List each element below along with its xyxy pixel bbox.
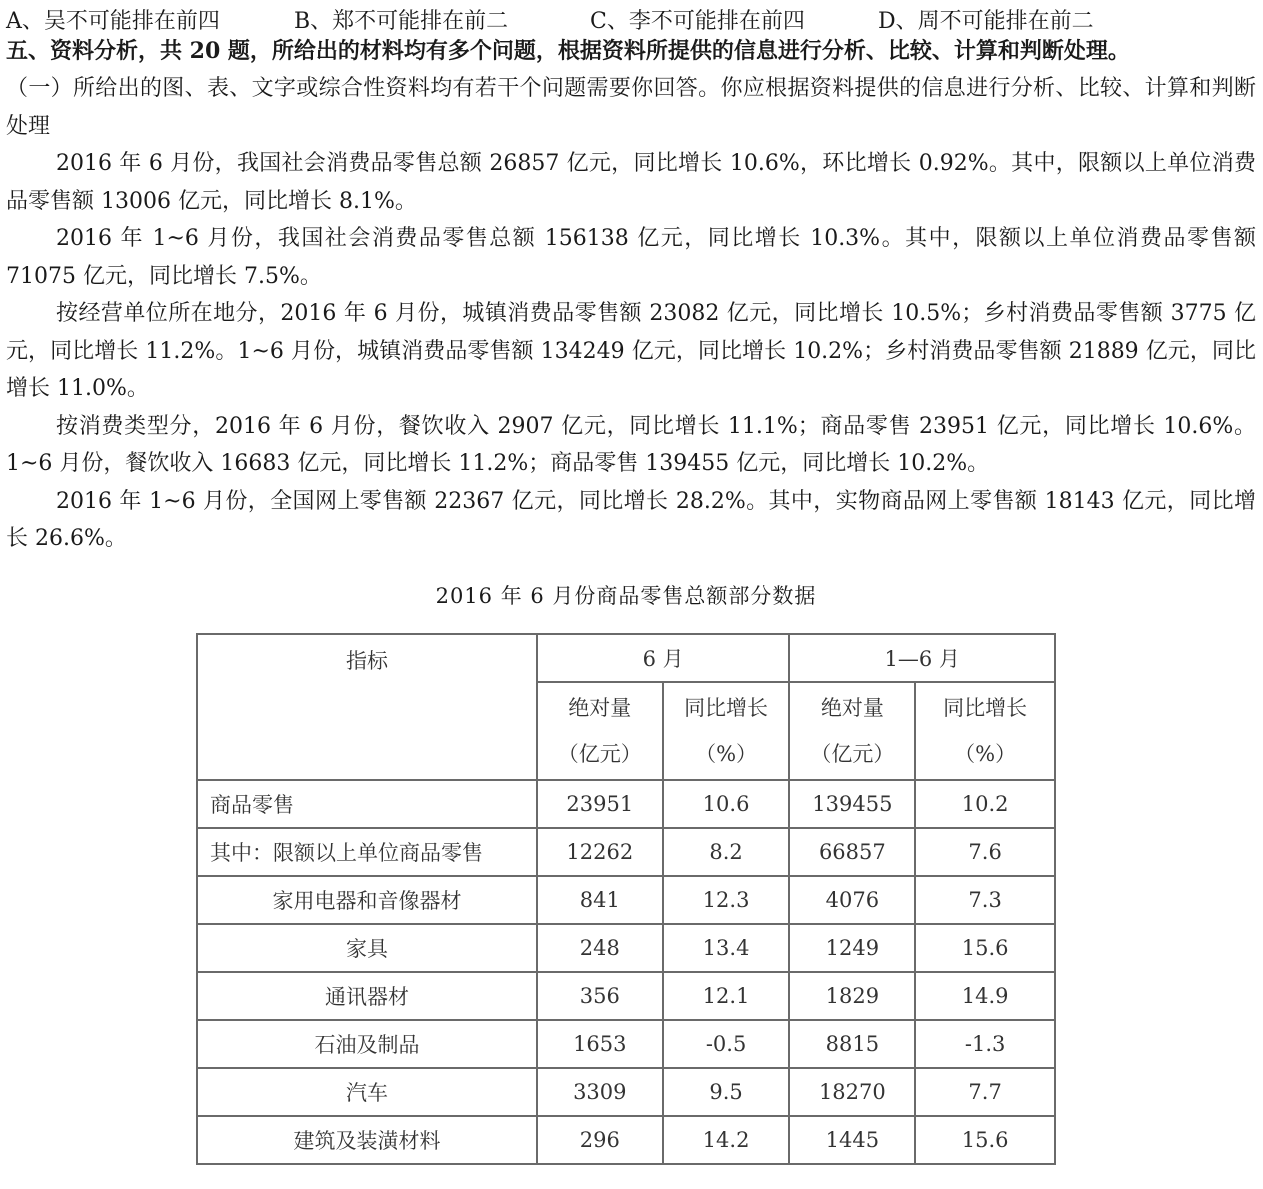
option-a: A、吴不可能排在前四 bbox=[6, 8, 220, 34]
june-yoy-cell: 12.3 bbox=[663, 876, 790, 924]
paragraph-1: 2016 年 6 月份，我国社会消费品零售总额 26857 亿元，同比增长 10.6%，环比增长 0.92%。其中，限额以上单位消费品零售额 13006 亿元，同比增长 8.1%。 bbox=[6, 151, 1256, 214]
june-absolute-cell: 248 bbox=[537, 924, 663, 972]
jan-jun-absolute-cell: 139455 bbox=[789, 780, 915, 828]
jan-jun-yoy-cell: 10.2 bbox=[915, 780, 1055, 828]
jan-jun-yoy-cell: 14.9 bbox=[915, 972, 1055, 1020]
header-jan-jun-abs: 绝对量 （亿元） bbox=[789, 682, 915, 780]
june-absolute-cell: 841 bbox=[537, 876, 663, 924]
header-jan-jun: 1—6 月 bbox=[789, 634, 1055, 682]
table-row bbox=[197, 1116, 1055, 1164]
jan-jun-absolute-cell: 18270 bbox=[789, 1068, 915, 1116]
option-b: B、郑不可能排在前二 bbox=[294, 8, 509, 34]
june-absolute-cell: 3309 bbox=[537, 1068, 663, 1116]
june-absolute-cell: 356 bbox=[537, 972, 663, 1020]
june-absolute-cell: 12262 bbox=[537, 828, 663, 876]
jan-jun-yoy-cell: 7.6 bbox=[915, 828, 1055, 876]
table-row bbox=[197, 972, 1055, 1020]
option-d: D、周不可能排在前二 bbox=[878, 8, 1094, 34]
table-row bbox=[197, 876, 1055, 924]
jan-jun-yoy-cell: 15.6 bbox=[915, 924, 1055, 972]
jan-jun-yoy-cell: -1.3 bbox=[915, 1020, 1055, 1068]
june-yoy-cell: 12.1 bbox=[663, 972, 790, 1020]
june-yoy-cell: 13.4 bbox=[663, 924, 790, 972]
header-june: 6 月 bbox=[537, 634, 790, 682]
header-june-abs: 绝对量 （亿元） bbox=[537, 682, 663, 780]
june-yoy-cell: -0.5 bbox=[663, 1020, 790, 1068]
june-absolute-cell: 296 bbox=[537, 1116, 663, 1164]
table-body bbox=[197, 780, 1055, 1164]
june-yoy-cell: 14.2 bbox=[663, 1116, 790, 1164]
table-row bbox=[197, 828, 1055, 876]
section-heading: 五、资料分析，共 20 题，所给出的材料均有多个问题，根据资料所提供的信息进行分析、比较、计算和判断处理。 bbox=[6, 38, 1130, 64]
row-indicator-cell: 商品零售 bbox=[197, 780, 537, 828]
june-yoy-cell: 10.6 bbox=[663, 780, 790, 828]
header-indicator: 指标 bbox=[197, 634, 537, 780]
paragraph-2: 2016 年 1~6 月份，我国社会消费品零售总额 156138 亿元，同比增长 10.3%。其中，限额以上单位消费品零售额 71075 亿元，同比增长 7.5%。 bbox=[6, 226, 1256, 289]
material-text bbox=[6, 70, 1256, 558]
jan-jun-yoy-cell: 7.7 bbox=[915, 1068, 1055, 1116]
header-june-yoy: 同比增长 （%） bbox=[663, 682, 790, 780]
table-row bbox=[197, 1068, 1055, 1116]
june-absolute-cell: 1653 bbox=[537, 1020, 663, 1068]
row-indicator-cell: 通讯器材 bbox=[197, 972, 537, 1020]
june-yoy-cell: 9.5 bbox=[663, 1068, 790, 1116]
row-indicator-cell: 家具 bbox=[197, 924, 537, 972]
june-absolute-cell: 23951 bbox=[537, 780, 663, 828]
paragraph-3: 按经营单位所在地分，2016 年 6 月份，城镇消费品零售额 23082 亿元，同比增长 10.5%；乡村消费品零售额 3775 亿元，同比增长 11.2%。1~6 月份，城镇消费品零售额 134249 亿元，同比增长 10.2%；乡村消费品零售额 21889 亿元，同比增长 11.0%。 bbox=[6, 301, 1256, 401]
paragraph-4: 按消费类型分，2016 年 6 月份，餐饮收入 2907 亿元，同比增长 11.1%；商品零售 23951 亿元，同比增长 10.6%。1~6 月份，餐饮收入 16683 亿元，同比增长 11.2%；商品零售 139455 亿元，同比增长 10.2%。 bbox=[6, 413, 1256, 476]
table-row bbox=[197, 924, 1055, 972]
jan-jun-absolute-cell: 66857 bbox=[789, 828, 915, 876]
jan-jun-absolute-cell: 1829 bbox=[789, 972, 915, 1020]
jan-jun-absolute-cell: 4076 bbox=[789, 876, 915, 924]
retail-data-table bbox=[196, 633, 1056, 1165]
jan-jun-absolute-cell: 1249 bbox=[789, 924, 915, 972]
row-indicator-cell: 其中：限额以上单位商品零售 bbox=[197, 828, 537, 876]
intro-paragraph: （一）所给出的图、表、文字或综合性资料均有若干个问题需要你回答。你应根据资料提供的信息进行分析、比较、计算和判断处理 bbox=[6, 76, 1256, 139]
table-row bbox=[197, 1020, 1055, 1068]
header-jan-jun-yoy: 同比增长 （%） bbox=[915, 682, 1055, 780]
table-row bbox=[197, 780, 1055, 828]
jan-jun-yoy-cell: 7.3 bbox=[915, 876, 1055, 924]
row-indicator-cell: 石油及制品 bbox=[197, 1020, 537, 1068]
option-c: C、李不可能排在前四 bbox=[590, 8, 805, 34]
jan-jun-yoy-cell: 15.6 bbox=[915, 1116, 1055, 1164]
jan-jun-absolute-cell: 8815 bbox=[789, 1020, 915, 1068]
row-indicator-cell: 汽车 bbox=[197, 1068, 537, 1116]
table-title: 2016 年 6 月份商品零售总额部分数据 bbox=[435, 584, 817, 608]
paragraph-5: 2016 年 1~6 月份，全国网上零售额 22367 亿元，同比增长 28.2%。其中，实物商品网上零售额 18143 亿元，同比增长 26.6%。 bbox=[6, 488, 1256, 551]
answer-options bbox=[6, 4, 1094, 34]
june-yoy-cell: 8.2 bbox=[663, 828, 790, 876]
row-indicator-cell: 家用电器和音像器材 bbox=[197, 876, 537, 924]
jan-jun-absolute-cell: 1445 bbox=[789, 1116, 915, 1164]
row-indicator-cell: 建筑及装潢材料 bbox=[197, 1116, 537, 1164]
